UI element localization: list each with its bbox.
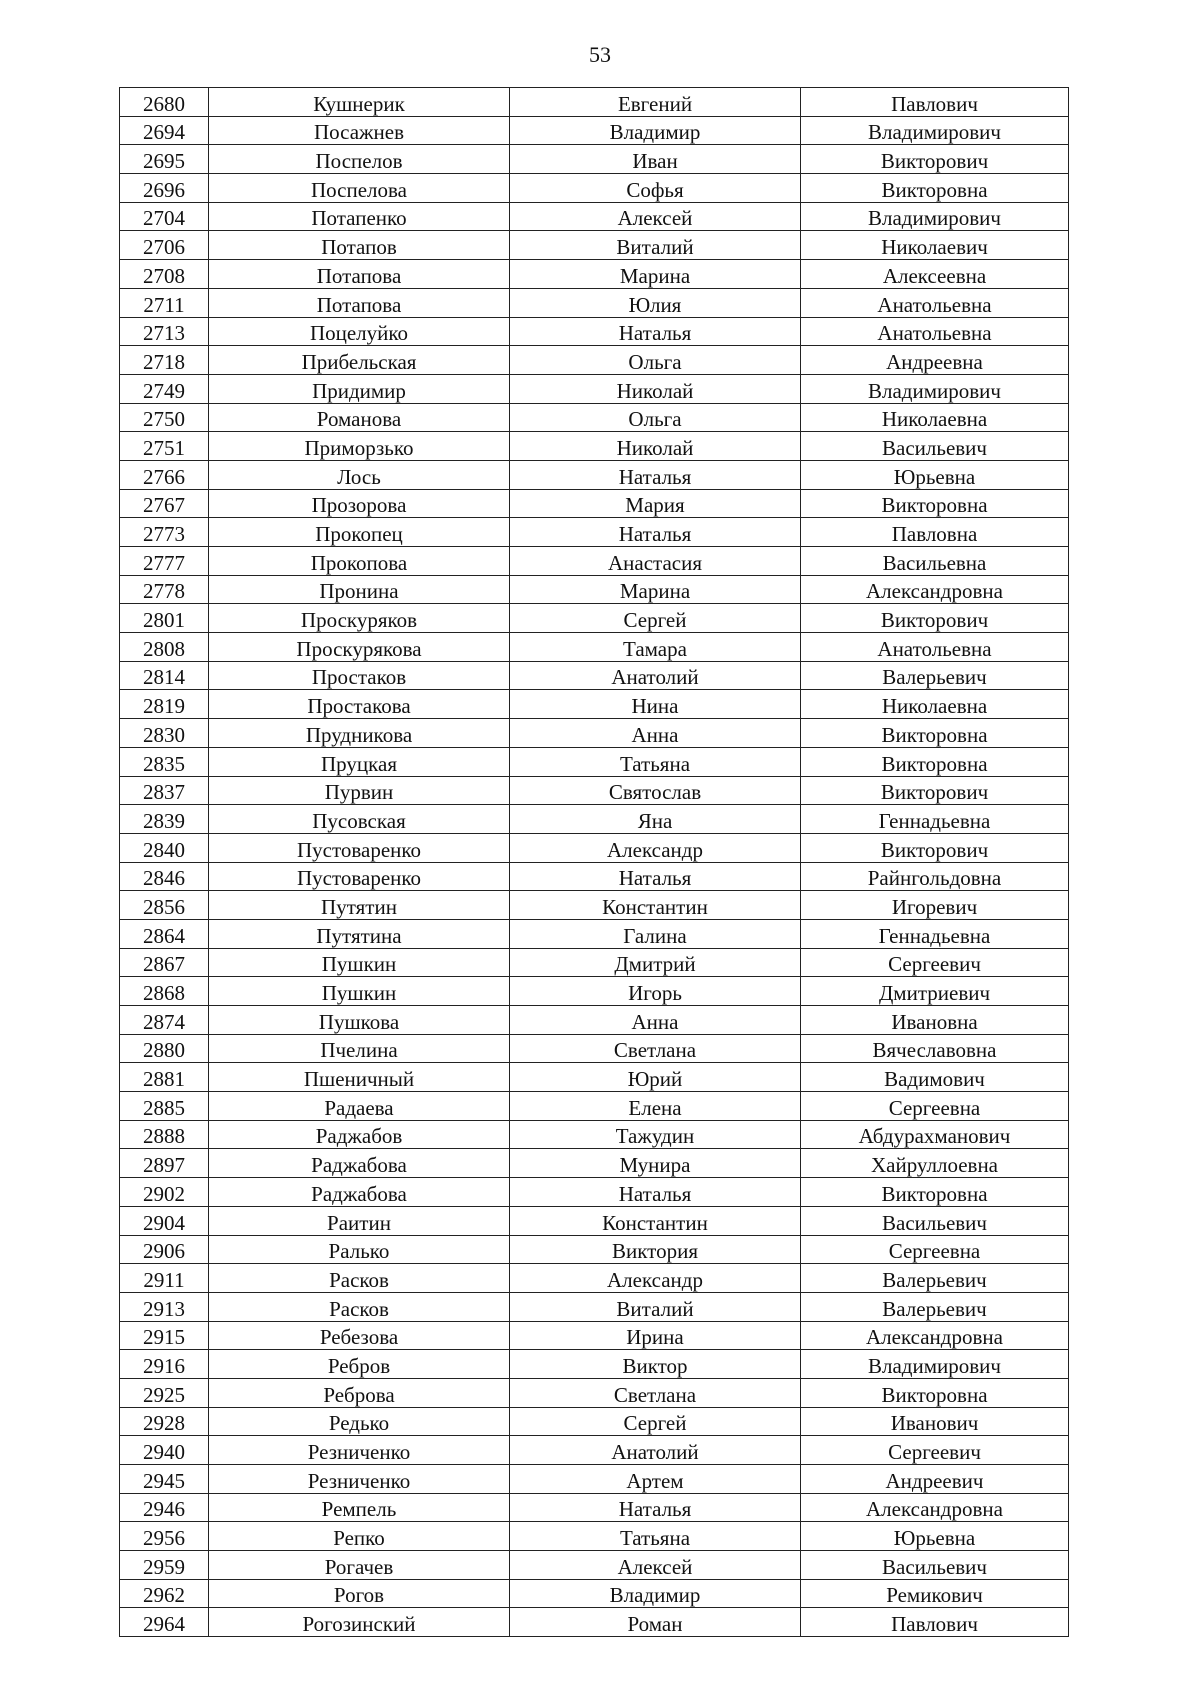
patronymic-cell: Вадимович	[801, 1063, 1069, 1092]
id-cell: 2902	[120, 1178, 209, 1207]
surname-cell: Расков	[209, 1292, 510, 1321]
table-row	[120, 1378, 1069, 1407]
table-row	[120, 1551, 1069, 1580]
id-cell: 2846	[120, 862, 209, 891]
first-name-cell: Святослав	[510, 776, 801, 805]
surname-cell: Поспелов	[209, 145, 510, 174]
surname-cell: Ремпель	[209, 1493, 510, 1522]
first-name-cell: Артем	[510, 1465, 801, 1494]
patronymic-cell: Викторовна	[801, 719, 1069, 748]
id-cell: 2837	[120, 776, 209, 805]
id-cell: 2706	[120, 231, 209, 260]
surname-cell: Радаева	[209, 1092, 510, 1121]
id-cell: 2766	[120, 460, 209, 489]
surname-cell: Лось	[209, 460, 510, 489]
table-row	[120, 317, 1069, 346]
first-name-cell: Николай	[510, 374, 801, 403]
surname-cell: Пруцкая	[209, 747, 510, 776]
first-name-cell: Виктор	[510, 1350, 801, 1379]
table-row	[120, 1436, 1069, 1465]
table-row	[120, 1292, 1069, 1321]
patronymic-cell: Ремикович	[801, 1579, 1069, 1608]
patronymic-cell: Андреевич	[801, 1465, 1069, 1494]
table-row	[120, 260, 1069, 289]
first-name-cell: Наталья	[510, 317, 801, 346]
id-cell: 2713	[120, 317, 209, 346]
surname-cell: Пчелина	[209, 1034, 510, 1063]
id-cell: 2708	[120, 260, 209, 289]
surname-cell: Прокопец	[209, 518, 510, 547]
patronymic-cell: Анатольевна	[801, 288, 1069, 317]
surname-cell: Ралько	[209, 1235, 510, 1264]
surname-cell: Потапова	[209, 288, 510, 317]
table-row	[120, 919, 1069, 948]
table-row	[120, 1178, 1069, 1207]
surname-cell: Резниченко	[209, 1465, 510, 1494]
surname-cell: Раджабов	[209, 1120, 510, 1149]
table-row	[120, 88, 1069, 117]
table-row	[120, 747, 1069, 776]
patronymic-cell: Геннадьевна	[801, 805, 1069, 834]
id-cell: 2945	[120, 1465, 209, 1494]
table-row	[120, 1264, 1069, 1293]
patronymic-cell: Игоревич	[801, 891, 1069, 920]
id-cell: 2881	[120, 1063, 209, 1092]
surname-cell: Пшеничный	[209, 1063, 510, 1092]
first-name-cell: Виталий	[510, 1292, 801, 1321]
patronymic-cell: Ивановна	[801, 1006, 1069, 1035]
patronymic-cell: Иванович	[801, 1407, 1069, 1436]
patronymic-cell: Викторович	[801, 145, 1069, 174]
surname-cell: Прудникова	[209, 719, 510, 748]
first-name-cell: Александр	[510, 1264, 801, 1293]
patronymic-cell: Викторовна	[801, 1178, 1069, 1207]
table-row	[120, 661, 1069, 690]
id-cell: 2946	[120, 1493, 209, 1522]
id-cell: 2801	[120, 604, 209, 633]
first-name-cell: Анатолий	[510, 661, 801, 690]
surname-cell: Рогов	[209, 1579, 510, 1608]
id-cell: 2711	[120, 288, 209, 317]
id-cell: 2696	[120, 174, 209, 203]
surname-cell: Проскурякова	[209, 633, 510, 662]
surname-cell: Реброва	[209, 1378, 510, 1407]
surname-cell: Пустоваренко	[209, 833, 510, 862]
first-name-cell: Владимир	[510, 1579, 801, 1608]
id-cell: 2695	[120, 145, 209, 174]
surname-cell: Прозорова	[209, 489, 510, 518]
patronymic-cell: Владимирович	[801, 202, 1069, 231]
first-name-cell: Наталья	[510, 862, 801, 891]
table-row	[120, 1092, 1069, 1121]
patronymic-cell: Райнгольдовна	[801, 862, 1069, 891]
patronymic-cell: Викторович	[801, 776, 1069, 805]
table-row	[120, 1407, 1069, 1436]
patronymic-cell: Александровна	[801, 575, 1069, 604]
first-name-cell: Анатолий	[510, 1436, 801, 1465]
page-number: 53	[589, 42, 611, 67]
table-row	[120, 1006, 1069, 1035]
patronymic-cell: Николаевна	[801, 403, 1069, 432]
first-name-cell: Мунира	[510, 1149, 801, 1178]
first-name-cell: Мария	[510, 489, 801, 518]
id-cell: 2885	[120, 1092, 209, 1121]
id-cell: 2704	[120, 202, 209, 231]
table-row	[120, 833, 1069, 862]
first-name-cell: Татьяна	[510, 747, 801, 776]
table-row	[120, 862, 1069, 891]
first-name-cell: Наталья	[510, 518, 801, 547]
id-cell: 2897	[120, 1149, 209, 1178]
table-row	[120, 891, 1069, 920]
patronymic-cell: Владимирович	[801, 374, 1069, 403]
surname-cell: Простаков	[209, 661, 510, 690]
first-name-cell: Константин	[510, 1206, 801, 1235]
patronymic-cell: Павлович	[801, 1608, 1069, 1637]
table-row	[120, 374, 1069, 403]
id-cell: 2916	[120, 1350, 209, 1379]
patronymic-cell: Сергеевна	[801, 1092, 1069, 1121]
patronymic-cell: Алексеевна	[801, 260, 1069, 289]
table-row	[120, 1321, 1069, 1350]
id-cell: 2814	[120, 661, 209, 690]
table-row	[120, 977, 1069, 1006]
patronymic-cell: Анатольевна	[801, 317, 1069, 346]
id-cell: 2694	[120, 116, 209, 145]
patronymic-cell: Дмитриевич	[801, 977, 1069, 1006]
patronymic-cell: Викторовна	[801, 747, 1069, 776]
id-cell: 2750	[120, 403, 209, 432]
id-cell: 2751	[120, 432, 209, 461]
surname-cell: Пустоваренко	[209, 862, 510, 891]
first-name-cell: Алексей	[510, 1551, 801, 1580]
id-cell: 2904	[120, 1206, 209, 1235]
first-name-cell: Наталья	[510, 1493, 801, 1522]
surname-cell: Придимир	[209, 374, 510, 403]
patronymic-cell: Васильевна	[801, 547, 1069, 576]
id-cell: 2880	[120, 1034, 209, 1063]
first-name-cell: Татьяна	[510, 1522, 801, 1551]
id-cell: 2856	[120, 891, 209, 920]
first-name-cell: Анна	[510, 1006, 801, 1035]
table-row	[120, 1120, 1069, 1149]
id-cell: 2940	[120, 1436, 209, 1465]
patronymic-cell: Валерьевич	[801, 1264, 1069, 1293]
id-cell: 2956	[120, 1522, 209, 1551]
id-cell: 2915	[120, 1321, 209, 1350]
patronymic-cell: Геннадьевна	[801, 919, 1069, 948]
first-name-cell: Сергей	[510, 604, 801, 633]
patronymic-cell: Владимирович	[801, 1350, 1069, 1379]
id-cell: 2911	[120, 1264, 209, 1293]
surname-cell: Путятин	[209, 891, 510, 920]
table-row	[120, 288, 1069, 317]
id-cell: 2749	[120, 374, 209, 403]
id-cell: 2680	[120, 88, 209, 117]
first-name-cell: Дмитрий	[510, 948, 801, 977]
id-cell: 2767	[120, 489, 209, 518]
id-cell: 2773	[120, 518, 209, 547]
first-name-cell: Юлия	[510, 288, 801, 317]
patronymic-cell: Павловна	[801, 518, 1069, 547]
id-cell: 2839	[120, 805, 209, 834]
surname-cell: Потапов	[209, 231, 510, 260]
surname-cell: Репко	[209, 1522, 510, 1551]
surname-cell: Раджабова	[209, 1178, 510, 1207]
patronymic-cell: Абдурахманович	[801, 1120, 1069, 1149]
surname-cell: Резниченко	[209, 1436, 510, 1465]
table-row	[120, 403, 1069, 432]
first-name-cell: Светлана	[510, 1034, 801, 1063]
first-name-cell: Ирина	[510, 1321, 801, 1350]
table-row	[120, 1522, 1069, 1551]
surname-cell: Приморзько	[209, 432, 510, 461]
surname-cell: Пушкин	[209, 977, 510, 1006]
patronymic-cell: Александровна	[801, 1493, 1069, 1522]
first-name-cell: Наталья	[510, 460, 801, 489]
patronymic-cell: Валерьевич	[801, 661, 1069, 690]
first-name-cell: Анастасия	[510, 547, 801, 576]
surname-cell: Расков	[209, 1264, 510, 1293]
first-name-cell: Тамара	[510, 633, 801, 662]
first-name-cell: Иван	[510, 145, 801, 174]
id-cell: 2959	[120, 1551, 209, 1580]
first-name-cell: Игорь	[510, 977, 801, 1006]
patronymic-cell: Анатольевна	[801, 633, 1069, 662]
table-row	[120, 575, 1069, 604]
surname-cell: Рогозинский	[209, 1608, 510, 1637]
table-row	[120, 1493, 1069, 1522]
surname-cell: Посажнев	[209, 116, 510, 145]
first-name-cell: Сергей	[510, 1407, 801, 1436]
patronymic-cell: Васильевич	[801, 432, 1069, 461]
first-name-cell: Роман	[510, 1608, 801, 1637]
patronymic-cell: Васильевич	[801, 1551, 1069, 1580]
table-row	[120, 604, 1069, 633]
surname-cell: Ребезова	[209, 1321, 510, 1350]
table-row	[120, 547, 1069, 576]
surname-cell: Пушкин	[209, 948, 510, 977]
table-row	[120, 1465, 1069, 1494]
id-cell: 2913	[120, 1292, 209, 1321]
id-cell: 2777	[120, 547, 209, 576]
table-row	[120, 1034, 1069, 1063]
patronymic-cell: Васильевич	[801, 1206, 1069, 1235]
surname-cell: Прокопова	[209, 547, 510, 576]
table-row	[120, 116, 1069, 145]
table-row	[120, 1350, 1069, 1379]
surname-cell: Ребров	[209, 1350, 510, 1379]
table-row	[120, 231, 1069, 260]
table-row	[120, 1063, 1069, 1092]
patronymic-cell: Александровна	[801, 1321, 1069, 1350]
first-name-cell: Тажудин	[510, 1120, 801, 1149]
table-row	[120, 805, 1069, 834]
first-name-cell: Анна	[510, 719, 801, 748]
first-name-cell: Виталий	[510, 231, 801, 260]
surname-cell: Раитин	[209, 1206, 510, 1235]
first-name-cell: Марина	[510, 575, 801, 604]
id-cell: 2830	[120, 719, 209, 748]
table-row	[120, 145, 1069, 174]
table-row	[120, 633, 1069, 662]
surname-cell: Рогачев	[209, 1551, 510, 1580]
surname-cell: Раджабова	[209, 1149, 510, 1178]
patronymic-cell: Павлович	[801, 88, 1069, 117]
first-name-cell: Галина	[510, 919, 801, 948]
id-cell: 2928	[120, 1407, 209, 1436]
surname-cell: Пронина	[209, 575, 510, 604]
surname-cell: Прибельская	[209, 346, 510, 375]
first-name-cell: Марина	[510, 260, 801, 289]
table-row	[120, 174, 1069, 203]
id-cell: 2840	[120, 833, 209, 862]
first-name-cell: Алексей	[510, 202, 801, 231]
surname-cell: Поцелуйко	[209, 317, 510, 346]
patronymic-cell: Владимирович	[801, 116, 1069, 145]
patronymic-cell: Викторовна	[801, 1378, 1069, 1407]
patronymic-cell: Юрьевна	[801, 460, 1069, 489]
first-name-cell: Евгений	[510, 88, 801, 117]
id-cell: 2964	[120, 1608, 209, 1637]
patronymic-cell: Юрьевна	[801, 1522, 1069, 1551]
first-name-cell: Елена	[510, 1092, 801, 1121]
patronymic-cell: Хайруллоевна	[801, 1149, 1069, 1178]
id-cell: 2874	[120, 1006, 209, 1035]
id-cell: 2906	[120, 1235, 209, 1264]
patronymic-cell: Сергеевич	[801, 1436, 1069, 1465]
id-cell: 2778	[120, 575, 209, 604]
first-name-cell: Владимир	[510, 116, 801, 145]
surname-cell: Пурвин	[209, 776, 510, 805]
patronymic-cell: Вячеславовна	[801, 1034, 1069, 1063]
patronymic-cell: Викторовна	[801, 174, 1069, 203]
surname-cell: Путятина	[209, 919, 510, 948]
table-row	[120, 1206, 1069, 1235]
persons-table	[119, 87, 1069, 1637]
id-cell: 2962	[120, 1579, 209, 1608]
first-name-cell: Ольга	[510, 403, 801, 432]
first-name-cell: Константин	[510, 891, 801, 920]
table-row	[120, 202, 1069, 231]
first-name-cell: Николай	[510, 432, 801, 461]
surname-cell: Редько	[209, 1407, 510, 1436]
id-cell: 2925	[120, 1378, 209, 1407]
surname-cell: Проскуряков	[209, 604, 510, 633]
table-row	[120, 489, 1069, 518]
id-cell: 2808	[120, 633, 209, 662]
patronymic-cell: Андреевна	[801, 346, 1069, 375]
table-row	[120, 460, 1069, 489]
first-name-cell: Виктория	[510, 1235, 801, 1264]
first-name-cell: Александр	[510, 833, 801, 862]
table-row	[120, 690, 1069, 719]
patronymic-cell: Викторович	[801, 833, 1069, 862]
patronymic-cell: Сергеевна	[801, 1235, 1069, 1264]
table-row	[120, 1235, 1069, 1264]
patronymic-cell: Николаевич	[801, 231, 1069, 260]
id-cell: 2888	[120, 1120, 209, 1149]
table-row	[120, 1579, 1069, 1608]
patronymic-cell: Сергеевич	[801, 948, 1069, 977]
patronymic-cell: Викторович	[801, 604, 1069, 633]
surname-cell: Кушнерик	[209, 88, 510, 117]
table-row	[120, 719, 1069, 748]
id-cell: 2868	[120, 977, 209, 1006]
surname-cell: Пушкова	[209, 1006, 510, 1035]
table-row	[120, 776, 1069, 805]
first-name-cell: Нина	[510, 690, 801, 719]
table-row	[120, 518, 1069, 547]
first-name-cell: Софья	[510, 174, 801, 203]
first-name-cell: Яна	[510, 805, 801, 834]
first-name-cell: Светлана	[510, 1378, 801, 1407]
id-cell: 2864	[120, 919, 209, 948]
first-name-cell: Наталья	[510, 1178, 801, 1207]
surname-cell: Простакова	[209, 690, 510, 719]
patronymic-cell: Викторовна	[801, 489, 1069, 518]
surname-cell: Потапова	[209, 260, 510, 289]
table-body	[120, 88, 1069, 1637]
surname-cell: Пусовская	[209, 805, 510, 834]
table-row	[120, 346, 1069, 375]
surname-cell: Романова	[209, 403, 510, 432]
id-cell: 2819	[120, 690, 209, 719]
first-name-cell: Юрий	[510, 1063, 801, 1092]
table-row	[120, 1149, 1069, 1178]
id-cell: 2718	[120, 346, 209, 375]
first-name-cell: Ольга	[510, 346, 801, 375]
id-cell: 2835	[120, 747, 209, 776]
patronymic-cell: Валерьевич	[801, 1292, 1069, 1321]
table-row	[120, 432, 1069, 461]
surname-cell: Поспелова	[209, 174, 510, 203]
patronymic-cell: Николаевна	[801, 690, 1069, 719]
table-row	[120, 948, 1069, 977]
table-row	[120, 1608, 1069, 1637]
id-cell: 2867	[120, 948, 209, 977]
surname-cell: Потапенко	[209, 202, 510, 231]
